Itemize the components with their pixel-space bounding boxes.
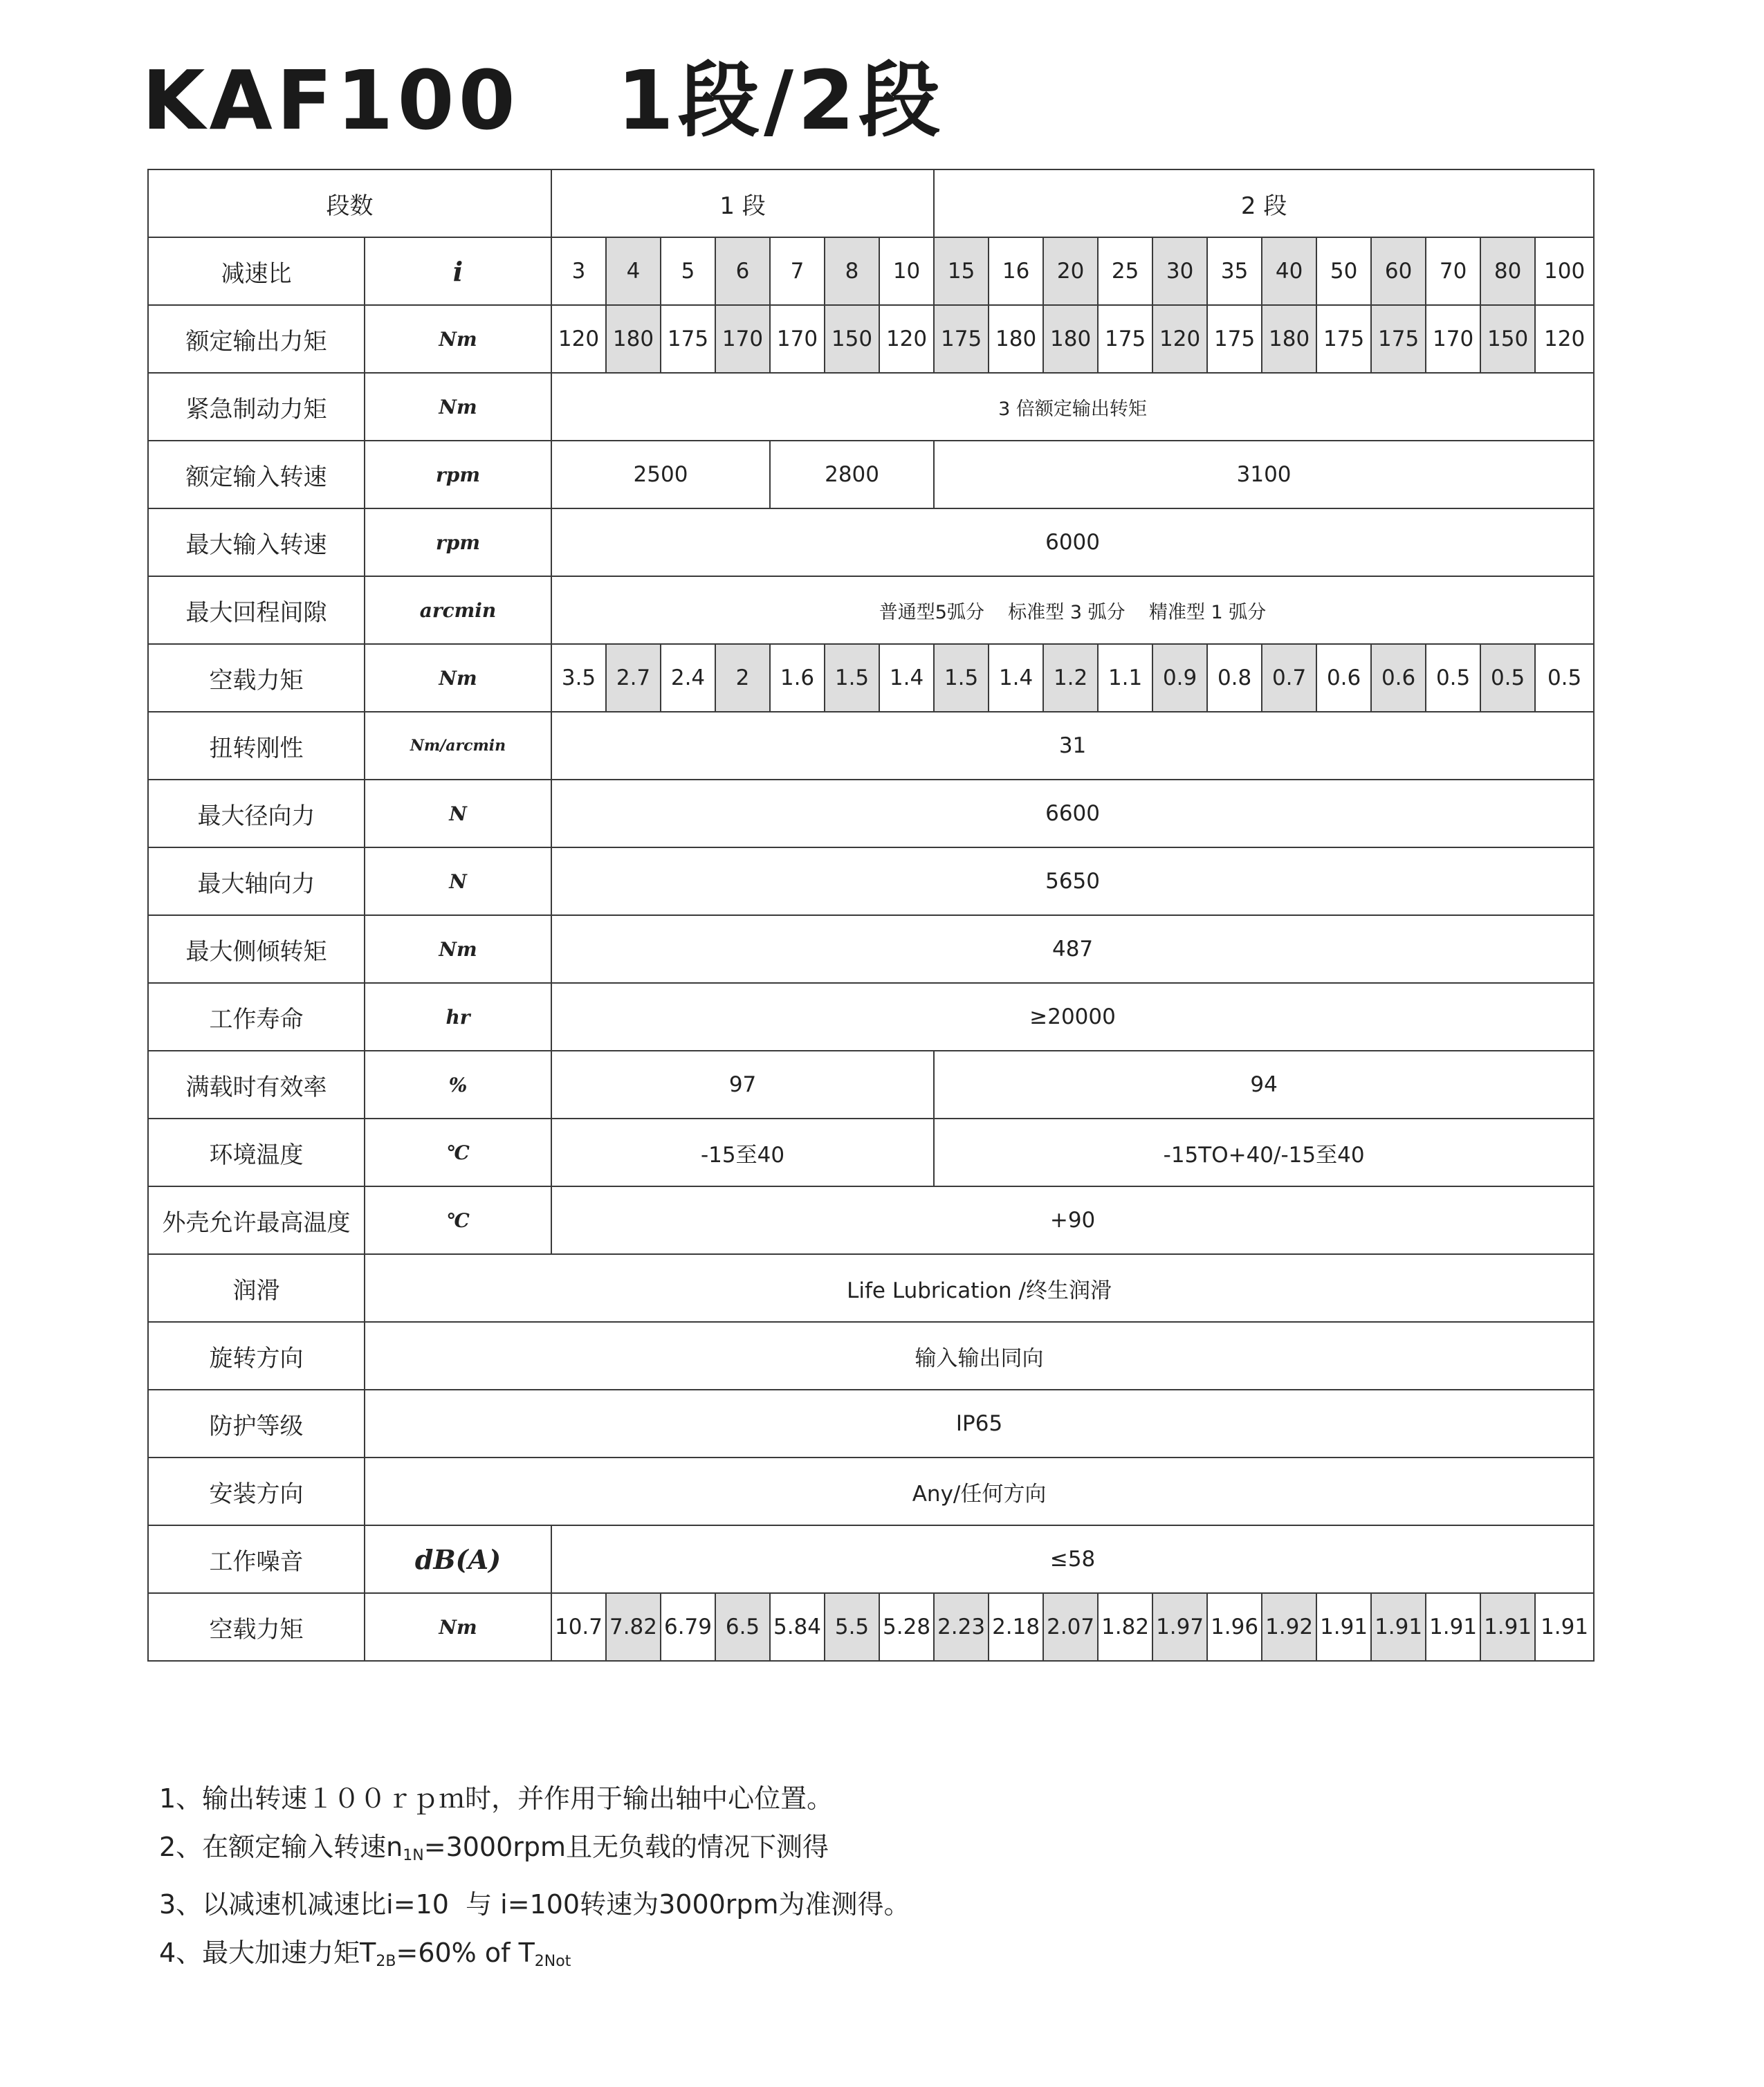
value-cell: 1.91 [1426, 1593, 1480, 1661]
value-cell: 180 [1043, 305, 1098, 373]
row-value: ≥20000 [551, 983, 1594, 1051]
row-value: 94 [934, 1051, 1594, 1119]
value-cell: 1.91 [1480, 1593, 1535, 1661]
row-unit: Nm [365, 644, 551, 712]
value-cell: 5 [661, 237, 715, 305]
value-cell: 175 [1207, 305, 1262, 373]
stage-header-row [148, 169, 1594, 237]
row-value: 487 [551, 915, 1594, 983]
efficiency-row [148, 1051, 1594, 1119]
row-label: 最大回程间隙 [148, 576, 365, 644]
row-label: 最大输入转速 [148, 508, 365, 576]
value-cell: 170 [770, 305, 825, 373]
value-cell: 0.7 [1262, 644, 1316, 712]
value-cell: 40 [1262, 237, 1316, 305]
row-unit: arcmin [365, 576, 551, 644]
row-value: Life Lubrication /终生润滑 [365, 1254, 1594, 1322]
notes [159, 1774, 910, 1986]
row-label: 润滑 [148, 1254, 365, 1322]
value-cell: 2.4 [661, 644, 715, 712]
row-unit: Nm/arcmin [365, 712, 551, 780]
value-cell: 170 [715, 305, 770, 373]
row-unit: rpm [365, 441, 551, 508]
value-cell: 0.5 [1480, 644, 1535, 712]
row-value: 3 倍额定输出转矩 [551, 373, 1594, 441]
value-cell: 35 [1207, 237, 1262, 305]
row-label: 工作寿命 [148, 983, 365, 1051]
value-cell: 5.28 [879, 1593, 934, 1661]
value-cell: 180 [606, 305, 661, 373]
row-value: 31 [551, 712, 1594, 780]
value-cell: 1.91 [1535, 1593, 1594, 1661]
value-cell: 120 [551, 305, 606, 373]
row-unit: N [365, 847, 551, 915]
row-value: 输入输出同向 [365, 1322, 1594, 1390]
row-unit: Nm [365, 1593, 551, 1661]
value-cell: 1.91 [1316, 1593, 1371, 1661]
row-label: 额定输入转速 [148, 441, 365, 508]
value-cell: 2 [715, 644, 770, 712]
value-cell: 180 [989, 305, 1043, 373]
value-cell: 60 [1371, 237, 1426, 305]
note-2 [159, 1823, 910, 1880]
value-cell: 1.82 [1098, 1593, 1152, 1661]
rated-torque-row [148, 305, 1594, 373]
value-cell: 0.5 [1535, 644, 1594, 712]
value-cell: 2.07 [1043, 1593, 1098, 1661]
value-cell: 1.96 [1207, 1593, 1262, 1661]
row-value: Any/任何方向 [365, 1458, 1594, 1525]
note-4-text: 4、最大加速力矩T [159, 1938, 376, 1968]
row-label: 减速比 [148, 237, 365, 305]
row-label: 满载时有效率 [148, 1051, 365, 1119]
value-cell: 6.79 [661, 1593, 715, 1661]
row-value: -15至40 [551, 1119, 934, 1186]
row-value: IP65 [365, 1390, 1594, 1458]
page-title: KAF100 1段/2段 [142, 53, 945, 148]
service-life-row [148, 983, 1594, 1051]
value-cell: 1.1 [1098, 644, 1152, 712]
note-4-subscript-2: 2Not [534, 1953, 571, 1970]
row-label: 最大侧倾转矩 [148, 915, 365, 983]
row-value: +90 [551, 1186, 1594, 1254]
backlash-row [148, 576, 1594, 644]
row-label: 紧急制动力矩 [148, 373, 365, 441]
note-4-text-mid: =60% of T [396, 1938, 535, 1968]
rated-input-speed-row [148, 441, 1594, 508]
value-cell: 120 [1535, 305, 1594, 373]
value-cell: 8 [825, 237, 879, 305]
value-cell: 1.5 [825, 644, 879, 712]
value-cell: 1.5 [934, 644, 989, 712]
row-unit: Nm [365, 373, 551, 441]
row-unit: N [365, 780, 551, 847]
stage2-header: 2 段 [934, 169, 1594, 237]
value-cell: 6.5 [715, 1593, 770, 1661]
torsional-rigidity-row [148, 712, 1594, 780]
row-value: 6000 [551, 508, 1594, 576]
value-cell: 120 [1152, 305, 1207, 373]
row-value: -15TO+40/-15至40 [934, 1119, 1594, 1186]
row-label: 额定输出力矩 [148, 305, 365, 373]
note-2-text-end: =3000rpm且无负载的情况下测得 [423, 1832, 829, 1862]
value-cell: 7.82 [606, 1593, 661, 1661]
row-unit: % [365, 1051, 551, 1119]
value-cell: 16 [989, 237, 1043, 305]
row-value: 5650 [551, 847, 1594, 915]
row-label: 扭转刚性 [148, 712, 365, 780]
note-1: 1、输出转速１００ｒｐｍ时，并作用于输出轴中心位置。 [159, 1783, 834, 1814]
value-cell: 15 [934, 237, 989, 305]
value-cell: 3 [551, 237, 606, 305]
value-cell: 6 [715, 237, 770, 305]
value-cell: 0.9 [1152, 644, 1207, 712]
rotation-row [148, 1322, 1594, 1390]
row-label: 最大径向力 [148, 780, 365, 847]
stage1-header: 1 段 [551, 169, 934, 237]
lubrication-row [148, 1254, 1594, 1322]
value-cell: 25 [1098, 237, 1152, 305]
value-cell: 1.6 [770, 644, 825, 712]
value-cell: 100 [1535, 237, 1594, 305]
row-value: ≤58 [551, 1525, 1594, 1593]
value-cell: 1.92 [1262, 1593, 1316, 1661]
row-unit: ℃ [365, 1186, 551, 1254]
value-cell: 180 [1262, 305, 1316, 373]
row-label: 外壳允许最高温度 [148, 1186, 365, 1254]
row-label: 旋转方向 [148, 1322, 365, 1390]
stages-label: 段数 [148, 169, 551, 237]
value-cell: 170 [1426, 305, 1480, 373]
row-unit: dB(A) [365, 1525, 551, 1593]
value-cell: 7 [770, 237, 825, 305]
value-cell: 50 [1316, 237, 1371, 305]
row-value: 2800 [770, 441, 934, 508]
value-cell: 10 [879, 237, 934, 305]
value-cell: 175 [661, 305, 715, 373]
value-cell: 80 [1480, 237, 1535, 305]
protection-row [148, 1390, 1594, 1458]
row-unit: rpm [365, 508, 551, 576]
max-input-speed-row [148, 508, 1594, 576]
value-cell: 5.84 [770, 1593, 825, 1661]
value-cell: 175 [1371, 305, 1426, 373]
row-value: 2500 [551, 441, 770, 508]
mounting-row [148, 1458, 1594, 1525]
spec-table [147, 169, 1595, 1662]
note-4 [159, 1929, 910, 1986]
value-cell: 175 [934, 305, 989, 373]
row-unit: hr [365, 983, 551, 1051]
housing-temp-row [148, 1186, 1594, 1254]
row-unit: Nm [365, 915, 551, 983]
ambient-temp-row [148, 1119, 1594, 1186]
value-cell: 1.91 [1371, 1593, 1426, 1661]
value-cell: 1.4 [879, 644, 934, 712]
value-cell: 1.2 [1043, 644, 1098, 712]
value-cell: 70 [1426, 237, 1480, 305]
row-unit: i [365, 237, 551, 305]
value-cell: 2.7 [606, 644, 661, 712]
value-cell: 0.6 [1371, 644, 1426, 712]
row-value: 97 [551, 1051, 934, 1119]
row-label: 空载力矩 [148, 644, 365, 712]
row-value: 6600 [551, 780, 1594, 847]
value-cell: 10.7 [551, 1593, 606, 1661]
row-label: 最大轴向力 [148, 847, 365, 915]
row-label: 工作噪音 [148, 1525, 365, 1593]
max-tilting-torque-row [148, 915, 1594, 983]
row-unit: Nm [365, 305, 551, 373]
row-label: 空载力矩 [148, 1593, 365, 1661]
row-label: 防护等级 [148, 1390, 365, 1458]
max-axial-force-row [148, 847, 1594, 915]
value-cell: 0.8 [1207, 644, 1262, 712]
no-load-torque-2-row [148, 1593, 1594, 1661]
value-cell: 1.97 [1152, 1593, 1207, 1661]
value-cell: 5.5 [825, 1593, 879, 1661]
row-value: 普通型5弧分 标准型 3 弧分 精准型 1 弧分 [551, 576, 1594, 644]
row-label: 环境温度 [148, 1119, 365, 1186]
row-unit: ℃ [365, 1119, 551, 1186]
value-cell: 150 [825, 305, 879, 373]
value-cell: 120 [879, 305, 934, 373]
max-radial-force-row [148, 780, 1594, 847]
no-load-torque-row [148, 644, 1594, 712]
value-cell: 20 [1043, 237, 1098, 305]
note-2-text: 2、在额定输入转速n [159, 1832, 403, 1862]
value-cell: 0.5 [1426, 644, 1480, 712]
value-cell: 30 [1152, 237, 1207, 305]
value-cell: 175 [1316, 305, 1371, 373]
value-cell: 1.4 [989, 644, 1043, 712]
note-4-subscript: 2B [376, 1953, 396, 1970]
note-3: 3、以减速机减速比i=10 与 i=100转速为3000rpm为准测得。 [159, 1889, 910, 1920]
value-cell: 0.6 [1316, 644, 1371, 712]
ratio-row [148, 237, 1594, 305]
noise-row [148, 1525, 1594, 1593]
row-value: 3100 [934, 441, 1594, 508]
value-cell: 2.23 [934, 1593, 989, 1661]
value-cell: 150 [1480, 305, 1535, 373]
value-cell: 175 [1098, 305, 1152, 373]
value-cell: 3.5 [551, 644, 606, 712]
row-label: 安装方向 [148, 1458, 365, 1525]
note-2-subscript: 1N [403, 1847, 424, 1864]
emergency-torque-row [148, 373, 1594, 441]
value-cell: 2.18 [989, 1593, 1043, 1661]
value-cell: 4 [606, 237, 661, 305]
